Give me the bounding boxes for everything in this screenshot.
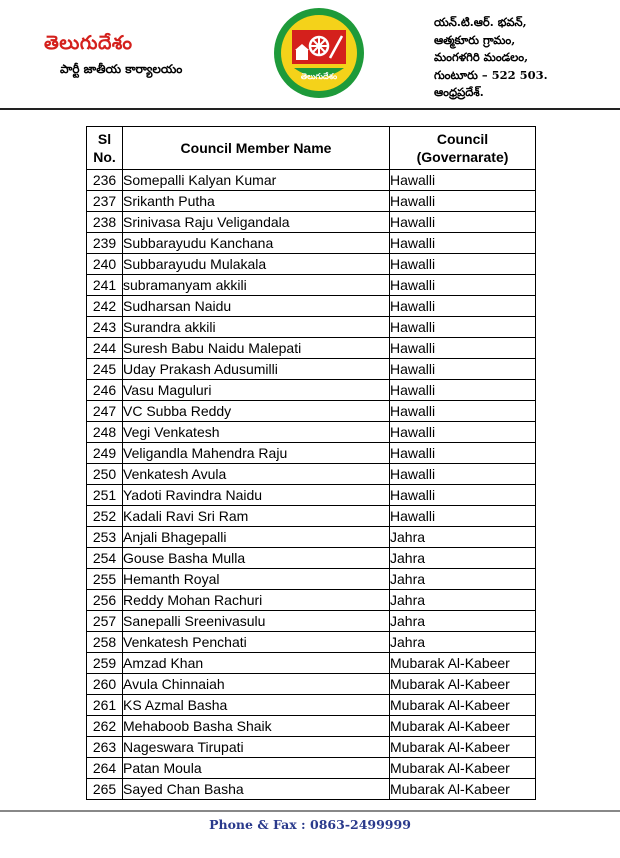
table-row — [87, 212, 536, 233]
cell-council: Hawalli — [390, 443, 536, 464]
cell-council: Jahra — [390, 632, 536, 653]
cell-council: Hawalli — [390, 254, 536, 275]
cell-member-name: Uday Prakash Adusumilli — [123, 359, 390, 380]
table-row — [87, 695, 536, 716]
cell-member-name: Venkatesh Penchati — [123, 632, 390, 653]
cell-sl: 249 — [87, 443, 123, 464]
letterhead — [0, 0, 620, 108]
cell-member-name: Hemanth Royal — [123, 569, 390, 590]
table-row — [87, 443, 536, 464]
cell-member-name: Avula Chinnaiah — [123, 674, 390, 695]
cell-sl: 240 — [87, 254, 123, 275]
cell-council: Hawalli — [390, 191, 536, 212]
cell-council: Hawalli — [390, 338, 536, 359]
table-row — [87, 569, 536, 590]
cell-council: Hawalli — [390, 359, 536, 380]
cell-member-name: Subbarayudu Mulakala — [123, 254, 390, 275]
table-row — [87, 233, 536, 254]
cell-sl: 243 — [87, 317, 123, 338]
cell-council: Hawalli — [390, 317, 536, 338]
cell-member-name: Amzad Khan — [123, 653, 390, 674]
cell-member-name: Srikanth Putha — [123, 191, 390, 212]
cell-council: Hawalli — [390, 170, 536, 191]
cell-council: Hawalli — [390, 464, 536, 485]
cell-member-name: Venkatesh Avula — [123, 464, 390, 485]
cell-sl: 263 — [87, 737, 123, 758]
table-row — [87, 422, 536, 443]
cell-member-name: Somepalli Kalyan Kumar — [123, 170, 390, 191]
cell-sl: 248 — [87, 422, 123, 443]
cell-council: Mubarak Al-Kabeer — [390, 737, 536, 758]
cell-sl: 244 — [87, 338, 123, 359]
cell-sl: 252 — [87, 506, 123, 527]
table-row — [87, 674, 536, 695]
cell-sl: 246 — [87, 380, 123, 401]
cell-sl: 255 — [87, 569, 123, 590]
table-row — [87, 737, 536, 758]
cell-member-name: Patan Moula — [123, 758, 390, 779]
cell-member-name: Sudharsan Naidu — [123, 296, 390, 317]
cell-member-name: Nageswara Tirupati — [123, 737, 390, 758]
logo-text: తెలుగుదేశం — [300, 72, 338, 81]
cell-sl: 245 — [87, 359, 123, 380]
table-row — [87, 296, 536, 317]
table-header-row — [87, 127, 536, 170]
cell-member-name: Surandra akkili — [123, 317, 390, 338]
cell-council: Jahra — [390, 548, 536, 569]
cell-council: Hawalli — [390, 485, 536, 506]
address-line: ఆత్మకూరు గ్రామం, — [434, 32, 516, 47]
table-row — [87, 401, 536, 422]
cell-member-name: subramanyam akkili — [123, 275, 390, 296]
column-header-name: Council Member Name — [123, 127, 390, 170]
address-line: మంగళగిరి మండలం, — [434, 50, 529, 64]
cell-council: Jahra — [390, 569, 536, 590]
cell-sl: 253 — [87, 527, 123, 548]
cell-council: Hawalli — [390, 233, 536, 254]
table-row — [87, 485, 536, 506]
table-row — [87, 317, 536, 338]
table-row — [87, 275, 536, 296]
table-row — [87, 254, 536, 275]
table-row — [87, 527, 536, 548]
footer-contact: Phone & Fax : 0863-2499999 — [209, 817, 411, 832]
cell-sl: 251 — [87, 485, 123, 506]
cell-member-name: Veligandla Mahendra Raju — [123, 443, 390, 464]
cell-council: Mubarak Al-Kabeer — [390, 779, 536, 800]
cell-member-name: Subbarayudu Kanchana — [123, 233, 390, 254]
cell-council: Jahra — [390, 611, 536, 632]
cell-member-name: Kadali Ravi Sri Ram — [123, 506, 390, 527]
cell-member-name: KS Azmal Basha — [123, 695, 390, 716]
table-row — [87, 590, 536, 611]
cell-member-name: Reddy Mohan Rachuri — [123, 590, 390, 611]
footer-divider — [0, 810, 620, 812]
cell-member-name: Vegi Venkatesh — [123, 422, 390, 443]
column-header-sl: Sl No. — [87, 127, 123, 170]
table-row — [87, 170, 536, 191]
table-row — [87, 338, 536, 359]
address-line: గుంటూరు – 522 503. — [434, 67, 548, 82]
cell-sl: 236 — [87, 170, 123, 191]
cell-member-name: Sanepalli Sreenivasulu — [123, 611, 390, 632]
cell-council: Jahra — [390, 590, 536, 611]
cell-council: Hawalli — [390, 506, 536, 527]
table-row — [87, 506, 536, 527]
cell-sl: 264 — [87, 758, 123, 779]
table-row — [87, 548, 536, 569]
table-row — [87, 716, 536, 737]
council-members-table — [86, 126, 536, 800]
cell-sl: 242 — [87, 296, 123, 317]
cell-sl: 239 — [87, 233, 123, 254]
table-row — [87, 380, 536, 401]
table-row — [87, 464, 536, 485]
cell-sl: 237 — [87, 191, 123, 212]
office-name: పార్టీ జాతీయ కార్యాలయం — [60, 62, 183, 76]
table-row — [87, 758, 536, 779]
cell-sl: 259 — [87, 653, 123, 674]
table-row — [87, 632, 536, 653]
address-line: యన్.టి.ఆర్. భవన్, — [434, 15, 527, 29]
table-row — [87, 653, 536, 674]
party-name: తెలుగుదేశం — [44, 32, 133, 54]
cell-council: Hawalli — [390, 212, 536, 233]
cell-council: Mubarak Al-Kabeer — [390, 674, 536, 695]
cell-sl: 238 — [87, 212, 123, 233]
table-row — [87, 191, 536, 212]
cell-council: Hawalli — [390, 422, 536, 443]
cell-council: Mubarak Al-Kabeer — [390, 716, 536, 737]
cell-sl: 257 — [87, 611, 123, 632]
cell-council: Hawalli — [390, 296, 536, 317]
header-divider — [0, 108, 620, 110]
cell-council: Mubarak Al-Kabeer — [390, 653, 536, 674]
cell-council: Hawalli — [390, 275, 536, 296]
cell-sl: 260 — [87, 674, 123, 695]
cell-member-name: Mehaboob Basha Shaik — [123, 716, 390, 737]
cell-member-name: Suresh Babu Naidu Malepati — [123, 338, 390, 359]
cell-sl: 261 — [87, 695, 123, 716]
table-row — [87, 359, 536, 380]
cell-council: Mubarak Al-Kabeer — [390, 758, 536, 779]
cell-council: Jahra — [390, 527, 536, 548]
table-row — [87, 611, 536, 632]
cell-member-name: Yadoti Ravindra Naidu — [123, 485, 390, 506]
cell-sl: 241 — [87, 275, 123, 296]
cell-member-name: Vasu Maguluri — [123, 380, 390, 401]
cell-council: Hawalli — [390, 401, 536, 422]
cell-sl: 247 — [87, 401, 123, 422]
cell-member-name: VC Subba Reddy — [123, 401, 390, 422]
cell-sl: 262 — [87, 716, 123, 737]
cell-member-name: Gouse Basha Mulla — [123, 548, 390, 569]
address-line: ఆంధ్రప్రదేశ్. — [434, 85, 484, 99]
cell-sl: 254 — [87, 548, 123, 569]
cell-council: Hawalli — [390, 380, 536, 401]
table-body — [87, 170, 536, 800]
column-header-council: Council (Governarate) — [390, 127, 536, 170]
cell-council: Mubarak Al-Kabeer — [390, 695, 536, 716]
table-row — [87, 779, 536, 800]
cell-member-name: Sayed Chan Basha — [123, 779, 390, 800]
cell-sl: 256 — [87, 590, 123, 611]
cell-sl: 250 — [87, 464, 123, 485]
cell-member-name: Anjali Bhagepalli — [123, 527, 390, 548]
office-address — [434, 14, 548, 102]
cell-sl: 258 — [87, 632, 123, 653]
cell-member-name: Srinivasa Raju Veligandala — [123, 212, 390, 233]
cell-sl: 265 — [87, 779, 123, 800]
party-logo — [272, 6, 366, 100]
